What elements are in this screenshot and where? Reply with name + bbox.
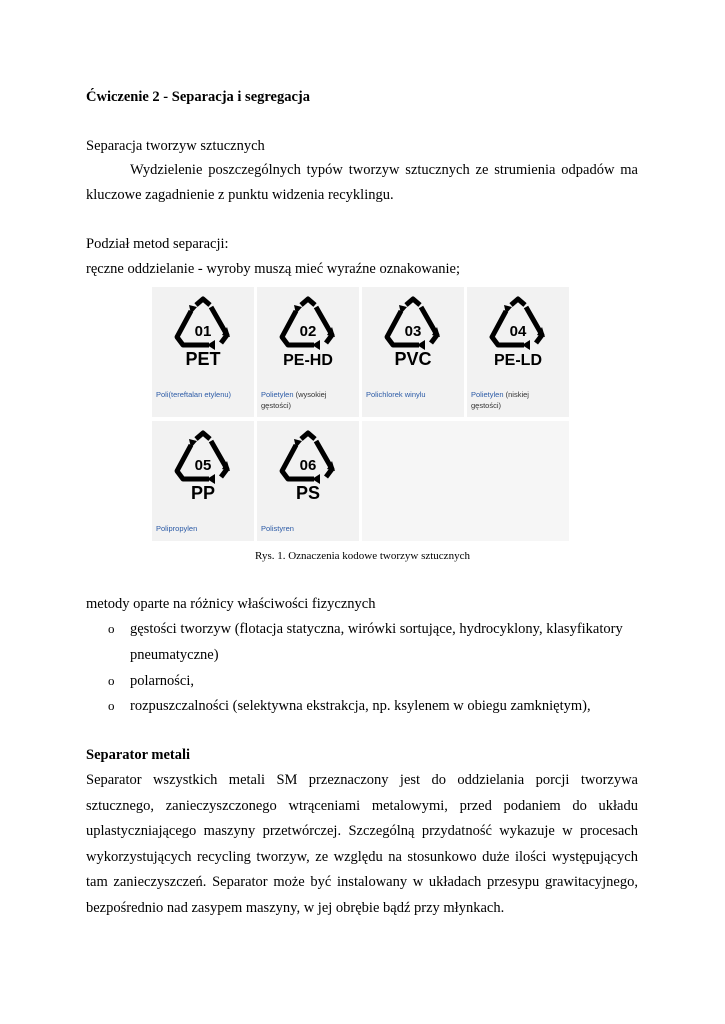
plastic-codes-figure — [152, 287, 570, 543]
code-caption — [471, 389, 529, 411]
caption-rest: (niskiej — [503, 390, 529, 399]
caption-rest: gęstości) — [261, 401, 292, 410]
code-cell — [467, 287, 569, 417]
code-caption — [261, 389, 326, 411]
intro-line-2: kluczowe zagadnienie z punktu widzenia recyklingu. — [86, 187, 394, 203]
recycling-triangle-icon — [379, 295, 447, 371]
manual-separation-line: ręczne oddzielanie - wyroby muszą mieć wyraźne oznakowanie; — [86, 261, 461, 277]
empty-cell — [362, 421, 569, 541]
code-caption — [156, 389, 231, 400]
figure-caption: Rys. 1. Oznaczenia kodowe tworzyw sztucznych — [255, 550, 470, 562]
separator-line: bezpośrednio nad zasypem maszyny, w jej obrębie bądź przy młynkach. — [86, 900, 505, 916]
polymer-link[interactable]: Polietylen — [261, 390, 294, 399]
code-number: 02 — [299, 323, 317, 340]
methods-heading: Podział metod separacji: — [86, 236, 229, 252]
code-abbreviation: PE-HD — [283, 352, 333, 369]
bullet-density: gęstości tworzyw (flotacja statyczna, wirówki sortujące, hydrocyklony, klasyfikatory — [130, 621, 623, 637]
code-number: 01 — [194, 323, 212, 340]
code-caption — [261, 523, 294, 534]
code-cell — [152, 421, 254, 541]
bullet-polarity: polarności, — [130, 673, 195, 689]
polymer-link[interactable]: Polietylen — [471, 390, 504, 399]
recycling-triangle-icon — [274, 429, 342, 505]
separator-line: Separator wszystkich metali SM przeznaczony jest do oddzielania porcji tworzywa — [86, 772, 638, 788]
intro-line-1: Wydzielenie poszczególnych typów tworzyw sztucznych ze strumienia odpadów ma — [130, 162, 638, 178]
code-cell — [257, 287, 359, 417]
separator-line: sztucznego, zanieczyszczonego wtrąceniami metalowymi, przed podaniem do układu — [86, 798, 638, 814]
polymer-link[interactable]: Poli(tereftalan etylenu) — [156, 390, 232, 399]
code-abbreviation: PVC — [394, 349, 432, 369]
separator-line: wykorzystujących recycling tworzyw, ze względu na stosunkowo duże ilości występujących — [86, 849, 638, 865]
bullet-marker: o — [108, 698, 115, 713]
code-cell — [362, 287, 464, 417]
code-abbreviation: PET — [185, 349, 221, 369]
physical-methods-intro: metody oparte na różnicy właściwości fizycznych — [86, 596, 376, 612]
separator-heading: Separator metali — [86, 747, 191, 763]
bullet-marker: o — [108, 621, 115, 636]
code-abbreviation: PE-LD — [494, 352, 542, 369]
separator-line: tam zanieczyszczeń. Separator może być instalowany w układach przesypu grawitacyjnego, — [86, 874, 638, 890]
recycling-triangle-icon — [484, 295, 552, 371]
recycling-triangle-icon — [169, 295, 237, 371]
code-caption — [156, 523, 197, 534]
bullet-marker: o — [108, 673, 115, 688]
code-number: 05 — [194, 457, 212, 474]
code-cell — [257, 421, 359, 541]
code-abbreviation: PP — [190, 483, 216, 503]
polymer-link[interactable]: Polipropylen — [156, 524, 198, 533]
recycling-triangle-icon — [169, 429, 237, 505]
recycling-triangle-icon — [274, 295, 342, 371]
code-abbreviation: PS — [295, 483, 321, 503]
exercise-title: Ćwiczenie 2 - Separacja i segregacja — [86, 89, 311, 105]
caption-rest: gęstości) — [471, 401, 502, 410]
code-cell — [152, 287, 254, 417]
polymer-link[interactable]: Polistyren — [261, 524, 294, 533]
code-number: 03 — [404, 323, 422, 340]
caption-rest: (wysokiej — [293, 390, 327, 399]
code-number: 06 — [299, 457, 317, 474]
bullet-density-cont: pneumatyczne) — [130, 647, 219, 663]
bullet-solubility: rozpuszczalności (selektywna ekstrakcja, np. ksylenem w obiegu zamkniętym), — [130, 698, 591, 714]
separator-line: uplastyczniającego maszyny przetwórczej. Szczególną przydatność wykazuje w procesach — [86, 823, 638, 839]
section-heading-plastics: Separacja tworzyw sztucznych — [86, 138, 265, 154]
code-number: 04 — [509, 323, 527, 340]
polymer-link[interactable]: Polichlorek winylu — [366, 390, 426, 399]
code-caption — [366, 389, 426, 400]
